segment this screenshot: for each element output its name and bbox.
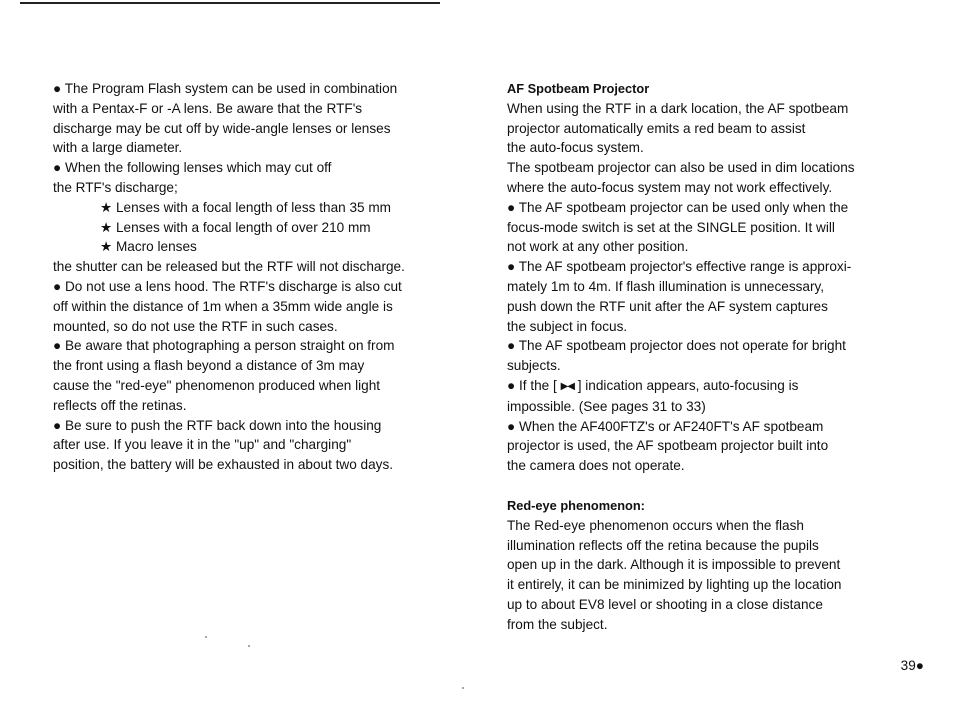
af-indication-paragraph <box>507 376 917 417</box>
af-range-paragraph: ● The AF spotbeam projector's effective range is approxi- mately 1m to 4m. If flash illumination is unnecessary, push down the RTF unit after the AF system captures the subject in focus. <box>507 259 852 334</box>
af-single-mode-paragraph: ● The AF spotbeam projector can be used only when the focus-mode switch is set at the SINGLE position. It will not work at any other position. <box>507 199 849 255</box>
focus-indicator-icon: ▶◀ <box>560 380 574 392</box>
af-external-paragraph: ● When the AF400FTZ's or AF240FT's AF spotbeam projector is used, the AF spotbeam projector built into the camera does not operate. <box>507 418 829 474</box>
af-spotbeam-heading: AF Spotbeam Projector <box>507 81 650 96</box>
af-indication-suffix: ] indication appears, auto-focusing is impossible. (See pages 31 to 33) <box>507 377 799 414</box>
push-down-paragraph: ● Be sure to push the RTF back down into the housing after use. If you leave it in the "up" and "charging" position, the battery will be exhausted in about two days. <box>53 417 394 473</box>
lens-list-item: ★ Lenses with a focal length of over 210 mm <box>100 219 371 235</box>
scan-speck <box>462 687 464 689</box>
af-indication-prefix: ● If the [ <box>507 377 557 393</box>
right-column <box>507 79 917 635</box>
left-column <box>53 79 463 475</box>
scan-speck <box>205 636 207 638</box>
red-eye-paragraph: The Red-eye phenomenon occurs when the flash illumination reflects off the retina because the pupils open up in the dark. Although it is impossible to prevent it entirely, it can be minimized by lighting up the location up to about EV8 level or shooting in a close distance from the subject. <box>507 517 842 632</box>
af-intro-paragraph: When using the RTF in a dark location, the AF spotbeam projector automatically emits a red beam to assist the auto-focus system. <box>507 100 849 156</box>
shutter-release-paragraph: the shutter can be released but the RTF will not discharge. <box>53 259 405 275</box>
page-number: 39● <box>900 658 924 673</box>
top-rule <box>20 2 440 4</box>
red-eye-heading: Red-eye phenomenon: <box>507 497 645 513</box>
red-eye-warning-paragraph: ● Be aware that photographing a person straight on from the front using a flash beyond a distance of 3m may cause the "red-eye" phenomenon produced when light reflects off the retinas. <box>53 338 395 413</box>
program-flash-paragraph: ● The Program Flash system can be used in combination with a Pentax-F or -A lens. Be aware that the RTF's discharge may be cut off by wide-angle lenses or lenses with a large diameter. <box>53 81 398 156</box>
scan-speck <box>248 645 250 647</box>
section-gap <box>507 476 917 496</box>
af-bright-paragraph: ● The AF spotbeam projector does not operate for bright subjects. <box>507 338 846 374</box>
lens-list-item: ★ Lenses with a focal length of less than 35 mm <box>100 199 392 215</box>
lens-cutoff-paragraph: ● When the following lenses which may cut off the RTF's discharge; <box>53 160 332 195</box>
lens-hood-paragraph: ● Do not use a lens hood. The RTF's discharge is also cut off within the distance of 1m when a 35mm wide angle is mounted, so do not use the RTF in such cases. <box>53 278 402 334</box>
af-dim-paragraph: The spotbeam projector can also be used in dim locations where the auto-focus system may not work effectively. <box>507 160 855 195</box>
lens-list-item: ★ Macro lenses <box>100 239 197 255</box>
